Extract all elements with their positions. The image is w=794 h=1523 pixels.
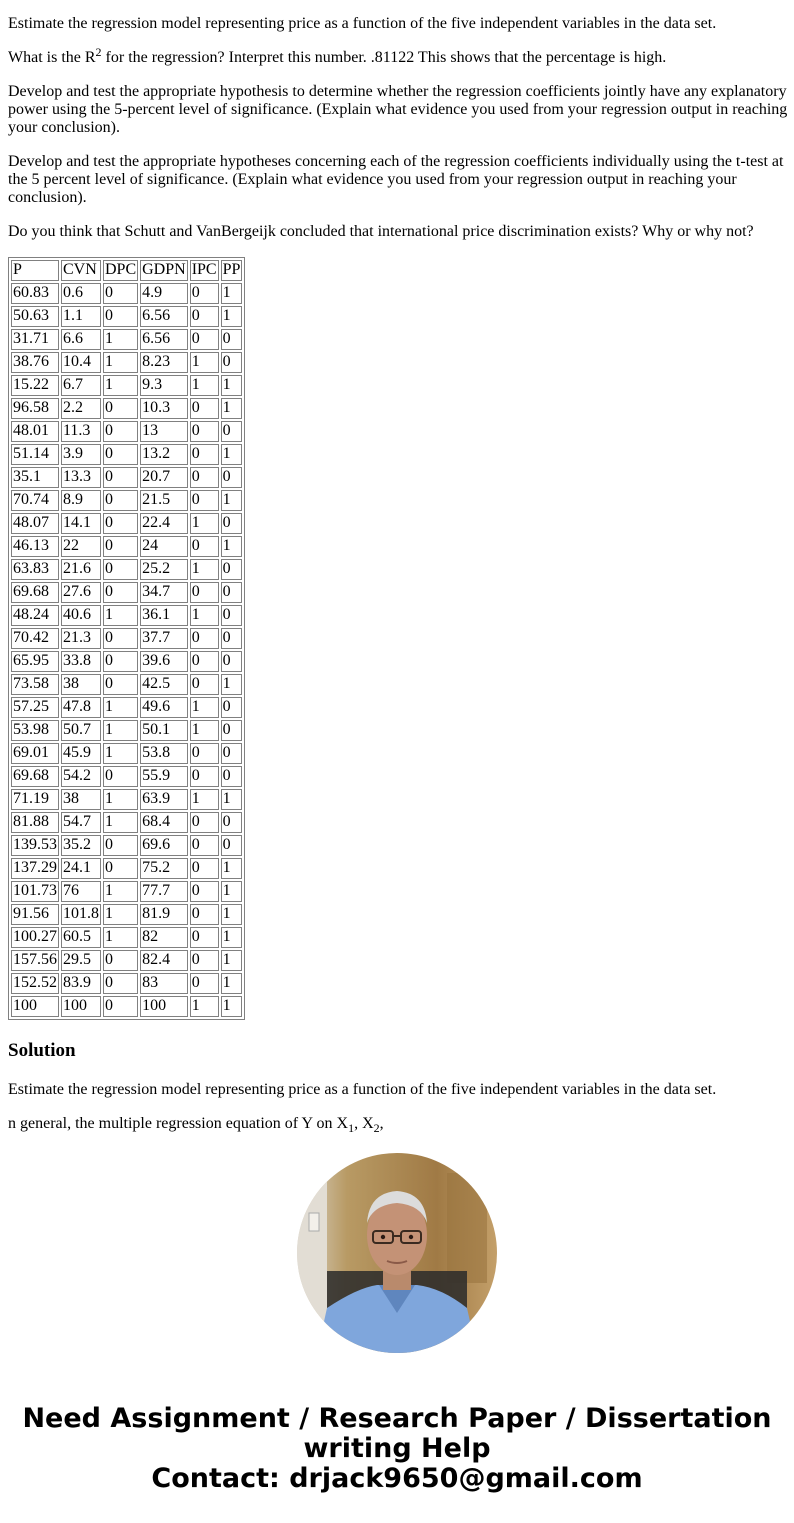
question-2	[8, 45, 788, 67]
table-cell: 0	[103, 651, 138, 672]
table-cell: 11.3	[61, 421, 101, 442]
table-cell: 1	[221, 881, 243, 902]
table-cell: 1	[190, 559, 219, 580]
table-cell: 0	[103, 559, 138, 580]
table-cell: 0	[190, 904, 219, 925]
table-cell: 1	[103, 789, 138, 810]
table-cell: 0	[221, 835, 243, 856]
table-cell: 0	[103, 513, 138, 534]
table-cell: 1	[103, 697, 138, 718]
table-cell: 35.2	[61, 835, 101, 856]
table-cell: 0	[103, 674, 138, 695]
table-cell: 8.23	[140, 352, 188, 373]
table-header-cell: CVN	[61, 260, 101, 281]
table-row	[11, 743, 242, 764]
table-cell: 1	[221, 490, 243, 511]
table-cell: 60.5	[61, 927, 101, 948]
table-cell: 31.71	[11, 329, 59, 350]
table-cell: 0	[221, 651, 243, 672]
table-cell: 0	[190, 858, 219, 879]
table-row	[11, 858, 242, 879]
r-squared-superscript: 2	[95, 45, 102, 59]
table-cell: 0	[221, 467, 243, 488]
question-2-pre: What is the R	[8, 49, 96, 66]
table-row	[11, 283, 242, 304]
table-cell: 1	[103, 812, 138, 833]
table-cell: 20.7	[140, 467, 188, 488]
table-row	[11, 766, 242, 787]
table-cell: 0	[103, 536, 138, 557]
table-cell: 15.22	[11, 375, 59, 396]
table-cell: 1	[221, 375, 243, 396]
table-cell: 1	[221, 996, 243, 1017]
table-cell: 1	[221, 858, 243, 879]
table-row	[11, 996, 242, 1017]
table-cell: 22.4	[140, 513, 188, 534]
table-row	[11, 513, 242, 534]
table-row	[11, 582, 242, 603]
table-cell: 1	[103, 329, 138, 350]
table-cell: 38.76	[11, 352, 59, 373]
solution-line-2-mid: , X	[354, 1115, 374, 1132]
table-cell: 68.4	[140, 812, 188, 833]
table-cell: 0	[190, 283, 219, 304]
table-cell: 24.1	[61, 858, 101, 879]
table-cell: 0	[190, 582, 219, 603]
table-cell: 1	[190, 720, 219, 741]
table-cell: 0	[190, 329, 219, 350]
solution-line-2-post: ,	[379, 1115, 384, 1132]
table-cell: 0	[221, 628, 243, 649]
table-cell: 48.01	[11, 421, 59, 442]
table-cell: 0	[221, 352, 243, 373]
question-5: Do you think that Schutt and VanBergeijk concluded that international price discrimination exists? Why or why not?	[8, 223, 754, 240]
solution-line-2-pre: n general, the multiple regression equation of Y on X	[8, 1115, 349, 1132]
table-cell: 1	[221, 444, 243, 465]
table-row	[11, 697, 242, 718]
table-cell: 6.7	[61, 375, 101, 396]
table-cell: 69.01	[11, 743, 59, 764]
table-cell: 46.13	[11, 536, 59, 557]
table-cell: 0	[103, 582, 138, 603]
table-cell: 0	[190, 881, 219, 902]
table-cell: 1	[103, 605, 138, 626]
table-cell: 21.6	[61, 559, 101, 580]
table-cell: 42.5	[140, 674, 188, 695]
table-cell: 71.19	[11, 789, 59, 810]
table-cell: 6.56	[140, 306, 188, 327]
table-cell: 91.56	[11, 904, 59, 925]
table-cell: 0	[221, 697, 243, 718]
table-cell: 1	[190, 375, 219, 396]
table-cell: 0	[190, 927, 219, 948]
table-cell: 36.1	[140, 605, 188, 626]
table-row	[11, 904, 242, 925]
table-cell: 0	[221, 605, 243, 626]
table-cell: 0	[190, 306, 219, 327]
table-cell: 0	[190, 812, 219, 833]
table-cell: 1	[221, 536, 243, 557]
table-cell: 70.74	[11, 490, 59, 511]
table-cell: 0	[103, 835, 138, 856]
table-row	[11, 789, 242, 810]
question-1: Estimate the regression model representing price as a function of the five independent variables in the data set.	[8, 15, 717, 32]
table-cell: 0	[103, 766, 138, 787]
table-cell: 8.9	[61, 490, 101, 511]
table-cell: 1	[221, 398, 243, 419]
footer-line-1: Need Assignment / Research Paper / Dissertation	[22, 1403, 772, 1434]
table-cell: 37.7	[140, 628, 188, 649]
table-cell: 0	[103, 306, 138, 327]
table-cell: 0	[103, 996, 138, 1017]
table-cell: 1	[221, 283, 243, 304]
person-portrait-avatar	[297, 1153, 497, 1353]
table-row	[11, 720, 242, 741]
table-cell: 29.5	[61, 950, 101, 971]
table-cell: 152.52	[11, 973, 59, 994]
table-cell: 13.2	[140, 444, 188, 465]
table-cell: 0	[103, 973, 138, 994]
table-cell: 50.1	[140, 720, 188, 741]
table-cell: 1	[190, 789, 219, 810]
footer-contact: Contact: drjack9650@gmail.com	[151, 1463, 643, 1494]
table-cell: 3.9	[61, 444, 101, 465]
table-cell: 0	[190, 651, 219, 672]
table-cell: 33.8	[61, 651, 101, 672]
table-header-cell: P	[11, 260, 59, 281]
table-row	[11, 881, 242, 902]
table-cell: 70.42	[11, 628, 59, 649]
table-cell: 0	[190, 628, 219, 649]
table-cell: 27.6	[61, 582, 101, 603]
question-2-post: for the regression? Interpret this number. .81122 This shows that the percentage is high.	[101, 49, 667, 66]
table-cell: 83	[140, 973, 188, 994]
table-cell: 0	[190, 674, 219, 695]
table-cell: 101.8	[61, 904, 101, 925]
table-cell: 21.3	[61, 628, 101, 649]
table-cell: 1	[190, 996, 219, 1017]
table-cell: 6.6	[61, 329, 101, 350]
table-cell: 96.58	[11, 398, 59, 419]
question-4: Develop and test the appropriate hypotheses concerning each of the regression coefficients individually using the t-test at the 5 percent level of significance. (Explain what evidence you used from your regression output in reaching your conclusion).	[8, 153, 784, 206]
table-cell: 1	[103, 743, 138, 764]
table-row	[11, 559, 242, 580]
table-cell: 0	[190, 444, 219, 465]
table-cell: 54.7	[61, 812, 101, 833]
table-cell: 0	[221, 582, 243, 603]
table-cell: 0	[103, 950, 138, 971]
table-cell: 51.14	[11, 444, 59, 465]
table-cell: 48.07	[11, 513, 59, 534]
table-cell: 0	[221, 720, 243, 741]
footer-line-2: writing Help	[303, 1433, 491, 1464]
table-cell: 83.9	[61, 973, 101, 994]
table-cell: 4.9	[140, 283, 188, 304]
table-header-cell: PP	[221, 260, 243, 281]
table-cell: 38	[61, 674, 101, 695]
subscript-1: 1	[348, 1121, 355, 1135]
table-cell: 0.6	[61, 283, 101, 304]
table-cell: 1	[103, 904, 138, 925]
table-row	[11, 444, 242, 465]
footer-banner	[0, 1404, 794, 1494]
table-cell: 0	[190, 467, 219, 488]
table-cell: 0	[103, 467, 138, 488]
table-cell: 1	[221, 904, 243, 925]
table-cell: 157.56	[11, 950, 59, 971]
table-cell: 82	[140, 927, 188, 948]
table-cell: 0	[190, 835, 219, 856]
table-cell: 25.2	[140, 559, 188, 580]
table-row	[11, 628, 242, 649]
subscript-2: 2	[373, 1121, 380, 1135]
table-cell: 0	[190, 766, 219, 787]
table-cell: 47.8	[61, 697, 101, 718]
table-cell: 1	[103, 927, 138, 948]
table-cell: 1	[221, 306, 243, 327]
table-cell: 100.27	[11, 927, 59, 948]
table-cell: 0	[221, 329, 243, 350]
table-cell: 55.9	[140, 766, 188, 787]
table-row	[11, 536, 242, 557]
table-cell: 1	[190, 513, 219, 534]
table-cell: 1.1	[61, 306, 101, 327]
table-cell: 81.9	[140, 904, 188, 925]
table-cell: 0	[190, 743, 219, 764]
table-cell: 10.3	[140, 398, 188, 419]
table-row	[11, 490, 242, 511]
table-cell: 81.88	[11, 812, 59, 833]
table-row	[11, 973, 242, 994]
table-cell: 39.6	[140, 651, 188, 672]
table-cell: 65.95	[11, 651, 59, 672]
table-cell: 0	[190, 973, 219, 994]
table-cell: 0	[103, 398, 138, 419]
table-cell: 50.7	[61, 720, 101, 741]
table-cell: 0	[103, 283, 138, 304]
table-cell: 45.9	[61, 743, 101, 764]
table-header-cell: IPC	[190, 260, 219, 281]
table-row	[11, 398, 242, 419]
table-cell: 69.68	[11, 766, 59, 787]
table-cell: 40.6	[61, 605, 101, 626]
table-cell: 0	[190, 490, 219, 511]
table-row	[11, 927, 242, 948]
table-cell: 48.24	[11, 605, 59, 626]
table-row	[11, 329, 242, 350]
table-cell: 1	[103, 881, 138, 902]
table-cell: 53.98	[11, 720, 59, 741]
table-cell: 0	[103, 490, 138, 511]
table-cell: 0	[190, 950, 219, 971]
table-cell: 0	[103, 421, 138, 442]
table-cell: 1	[190, 352, 219, 373]
data-table	[8, 257, 245, 1020]
table-cell: 22	[61, 536, 101, 557]
table-cell: 60.83	[11, 283, 59, 304]
table-cell: 75.2	[140, 858, 188, 879]
table-cell: 21.5	[140, 490, 188, 511]
table-cell: 57.25	[11, 697, 59, 718]
solution-line-2	[8, 1115, 788, 1133]
table-cell: 0	[221, 812, 243, 833]
table-cell: 100	[11, 996, 59, 1017]
table-cell: 0	[221, 559, 243, 580]
table-cell: 1	[103, 375, 138, 396]
table-row	[11, 812, 242, 833]
table-cell: 0	[221, 513, 243, 534]
table-cell: 54.2	[61, 766, 101, 787]
table-cell: 50.63	[11, 306, 59, 327]
table-cell: 24	[140, 536, 188, 557]
table-cell: 49.6	[140, 697, 188, 718]
table-cell: 10.4	[61, 352, 101, 373]
avatar-icon	[297, 1153, 497, 1353]
table-row	[11, 605, 242, 626]
table-cell: 1	[221, 973, 243, 994]
table-cell: 76	[61, 881, 101, 902]
table-cell: 63.83	[11, 559, 59, 580]
table-cell: 1	[190, 605, 219, 626]
solution-line-1: Estimate the regression model representing price as a function of the five independent variables in the data set.	[8, 1081, 717, 1098]
table-cell: 0	[190, 398, 219, 419]
table-cell: 69.6	[140, 835, 188, 856]
table-cell: 69.68	[11, 582, 59, 603]
table-cell: 0	[103, 858, 138, 879]
table-cell: 139.53	[11, 835, 59, 856]
table-row	[11, 950, 242, 971]
table-cell: 1	[221, 674, 243, 695]
table-cell: 1	[103, 720, 138, 741]
table-header-cell: DPC	[103, 260, 138, 281]
table-cell: 100	[140, 996, 188, 1017]
table-cell: 77.7	[140, 881, 188, 902]
table-cell: 13.3	[61, 467, 101, 488]
table-cell: 1	[221, 789, 243, 810]
table-cell: 13	[140, 421, 188, 442]
table-row	[11, 674, 242, 695]
table-row	[11, 467, 242, 488]
table-row	[11, 421, 242, 442]
table-cell: 0	[103, 628, 138, 649]
table-row	[11, 835, 242, 856]
table-cell: 73.58	[11, 674, 59, 695]
table-header-row	[11, 260, 242, 281]
table-cell: 0	[221, 743, 243, 764]
table-cell: 34.7	[140, 582, 188, 603]
table-cell: 6.56	[140, 329, 188, 350]
table-cell: 35.1	[11, 467, 59, 488]
table-cell: 14.1	[61, 513, 101, 534]
table-cell: 1	[190, 697, 219, 718]
table-cell: 137.29	[11, 858, 59, 879]
table-cell: 0	[103, 444, 138, 465]
table-cell: 1	[103, 352, 138, 373]
table-row	[11, 375, 242, 396]
table-cell: 53.8	[140, 743, 188, 764]
solution-heading: Solution	[8, 1040, 76, 1061]
table-cell: 0	[190, 536, 219, 557]
table-cell: 38	[61, 789, 101, 810]
table-cell: 1	[221, 927, 243, 948]
table-cell: 0	[221, 766, 243, 787]
table-row	[11, 352, 242, 373]
table-cell: 101.73	[11, 881, 59, 902]
table-row	[11, 306, 242, 327]
table-cell: 82.4	[140, 950, 188, 971]
table-row	[11, 651, 242, 672]
page-content	[8, 0, 788, 1133]
table-cell: 0	[221, 421, 243, 442]
question-3: Develop and test the appropriate hypothesis to determine whether the regression coefficients jointly have any explanatory power using the 5-percent level of significance. (Explain what evidence you used from your regression output in reaching your conclusion).	[8, 83, 788, 136]
table-cell: 1	[221, 950, 243, 971]
table-cell: 100	[61, 996, 101, 1017]
table-header-cell: GDPN	[140, 260, 188, 281]
table-cell: 2.2	[61, 398, 101, 419]
table-cell: 0	[190, 421, 219, 442]
table-cell: 9.3	[140, 375, 188, 396]
table-cell: 63.9	[140, 789, 188, 810]
